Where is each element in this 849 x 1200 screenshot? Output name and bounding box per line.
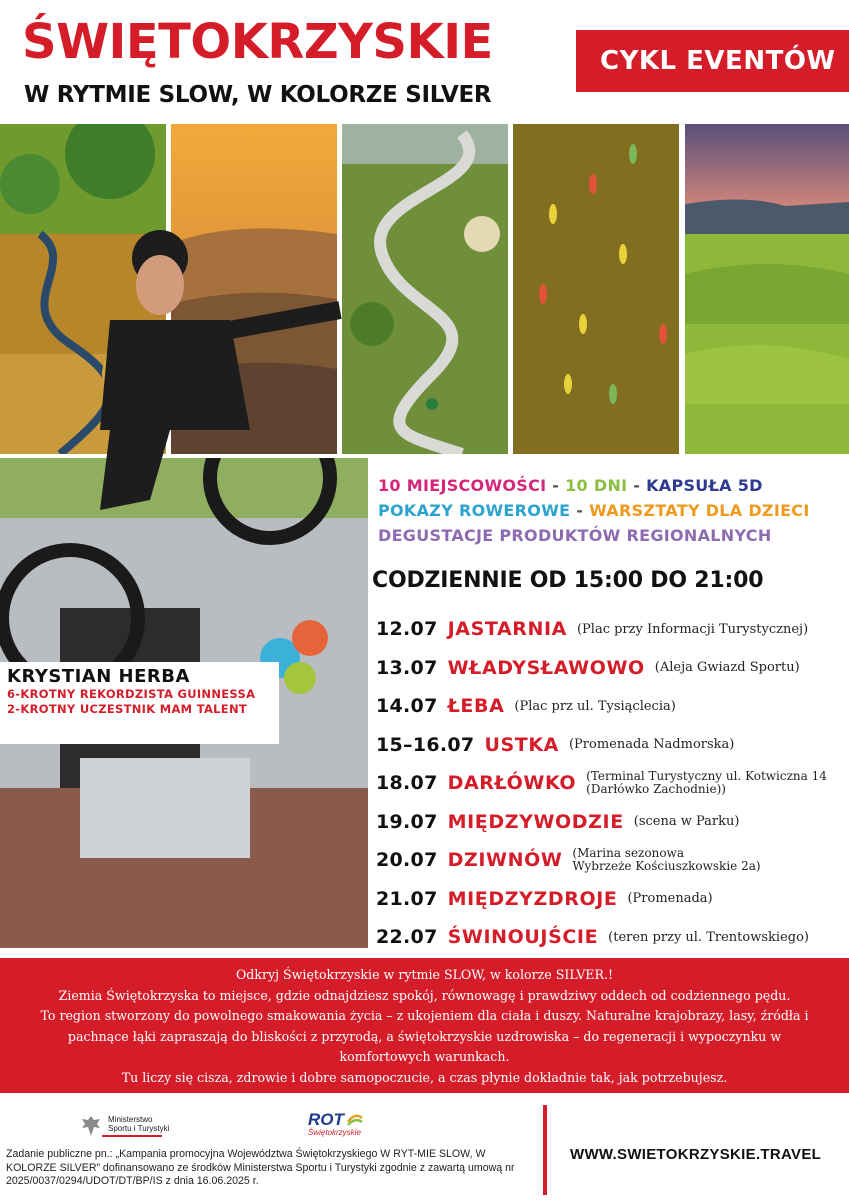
rot-logo-sub: Świętokrzyskie [308, 1128, 361, 1137]
event-venue: (Promenada) [627, 891, 713, 907]
event-schedule [376, 610, 846, 957]
event-row [376, 649, 846, 688]
feature-separator: - [627, 476, 647, 495]
feature-bike-shows: POKAZY ROWEROWE [378, 501, 571, 520]
ministry-logo [80, 1114, 169, 1138]
description-paragraph: Tu liczy się cisza, zdrowie i dobre samopoczucie, a czas płynie dokładnie tak, jak potrzebujesz. [121, 1069, 728, 1085]
event-venue: (Terminal Turystyczny ul. Kotwiczna 14 (Darłówko Zachodnie)) [586, 769, 827, 797]
financing-note: Zadanie publiczne pn.: „Kampania promocyjna Województwa Świętokrzyskiego W RYT-MIE SLOW, W KOLORZE SILVER” dofinansowano ze środków Ministerstwa Sportu i Turystyki zgodnie z zawartą umową nr 2025/0037/0294/UDOT/DT/BP/IS z dnia 16.06.2025 r. [6, 1148, 515, 1187]
ministry-name-line2: Sportu i Turystyki [108, 1124, 170, 1134]
feature-capsule: KAPSUŁA 5D [646, 476, 763, 495]
event-row [376, 803, 846, 842]
footer-divider [543, 1105, 547, 1195]
event-city: ŁEBA [447, 695, 505, 718]
event-venue: (Marina sezonowa Wybrzeże Kościuszkowskie 2a) [572, 846, 761, 874]
daily-hours: CODZIENNIE OD 15:00 DO 21:00 [372, 568, 764, 593]
poster-subtitle: W RYTMIE SLOW, W KOLORZE SILVER [24, 82, 492, 108]
host-achievement-talent: 2-KROTNY UCZESTNIK MAM TALENT [7, 702, 248, 716]
event-venue: (Plac prz ul. Tysiąclecia) [514, 698, 676, 714]
eagle-emblem-icon [80, 1114, 102, 1138]
description-intro: Odkryj Świętokrzyskie w rytmie SLOW, w kolorze SILVER.! [235, 967, 614, 982]
ministry-name-line1: Ministerstwo [108, 1115, 153, 1125]
event-date: 15–16.07 [376, 733, 475, 756]
features-row-3 [378, 523, 810, 548]
event-venue: (teren przy ul. Trentowskiego) [608, 929, 809, 945]
event-date: 12.07 [376, 618, 438, 641]
event-city: MIĘDZYWODZIE [447, 810, 624, 833]
event-date: 20.07 [376, 849, 438, 872]
feature-separator: - [570, 501, 590, 520]
feature-towns: 10 MIEJSCOWOŚCI [378, 476, 547, 495]
rot-logo [308, 1110, 364, 1137]
website-link[interactable]: WWW.SWIETOKRZYSKIE.TRAVEL [570, 1146, 822, 1163]
event-date: 22.07 [376, 926, 438, 949]
event-date: 21.07 [376, 887, 438, 910]
event-row [376, 918, 846, 957]
event-city: MIĘDZYZDROJE [447, 887, 618, 910]
ministry-underline [102, 1135, 162, 1137]
event-row [376, 726, 846, 765]
event-venue: (scena w Parku) [633, 814, 740, 830]
description-paragraph: To region stworzony do powolnego smakowania życia – z ukojeniem dla ciała i duszy. Naturalne krajobrazy, lasy, źródła i pachnące łąki zapraszają do bliskości z przyrodą, a świętokrzyskie uzdrowiska – do regeneracji i wypoczynku w komfortowych warunkach. [40, 1008, 809, 1064]
poster-title: ŚWIĘTOKRZYSKIE [22, 14, 493, 70]
rot-logo-main: ROT [308, 1110, 344, 1129]
photo-kayaks-river [513, 124, 679, 454]
host-caption [0, 662, 279, 744]
event-row [376, 841, 846, 880]
event-date: 19.07 [376, 810, 438, 833]
event-city: JASTARNIA [447, 618, 567, 641]
event-venue: (Aleja Gwiazd Sportu) [654, 660, 800, 676]
features-row-2 [378, 498, 810, 523]
features-row-1 [378, 473, 810, 498]
host-name: KRYSTIAN HERBA [7, 666, 190, 687]
event-date: 18.07 [376, 772, 438, 795]
feature-kids-workshops: WARSZTATY DLA DZIECI [589, 501, 810, 520]
event-city: USTKA [484, 733, 559, 756]
event-features [378, 473, 810, 548]
event-city: DARŁÓWKO [447, 772, 577, 795]
event-city: WŁADYSŁAWOWO [447, 656, 645, 679]
photo-green-fields [685, 124, 849, 454]
event-row [376, 764, 846, 803]
photo-cyclist-rider [60, 230, 350, 560]
feature-days: 10 DNI [565, 476, 628, 495]
event-date: 14.07 [376, 695, 438, 718]
event-city: ŚWINOUJŚCIE [447, 926, 599, 949]
description-band [0, 958, 849, 1093]
event-city: DZIWNÓW [447, 849, 563, 872]
feature-tastings: DEGUSTACJE PRODUKTÓW REGIONALNYCH [378, 526, 772, 545]
event-venue: (Plac przy Informacji Turystycznej) [576, 621, 809, 637]
event-row [376, 880, 846, 919]
feature-separator: - [546, 476, 566, 495]
event-row [376, 610, 846, 649]
description-paragraph: Ziemia Świętokrzyska to miejsce, gdzie odnajdziesz spokój, równowagę i prawdziwy oddech od codziennego pędu. [58, 987, 791, 1003]
event-venue: (Promenada Nadmorska) [568, 737, 735, 753]
event-cycle-badge: CYKL EVENTÓW [576, 30, 849, 92]
rot-swirl-icon [346, 1112, 364, 1128]
event-date: 13.07 [376, 656, 438, 679]
event-row [376, 687, 846, 726]
host-achievement-guinness: 6-KROTNY REKORDZISTA GUINNESSA [7, 687, 256, 701]
photo-winding-road [342, 124, 508, 454]
